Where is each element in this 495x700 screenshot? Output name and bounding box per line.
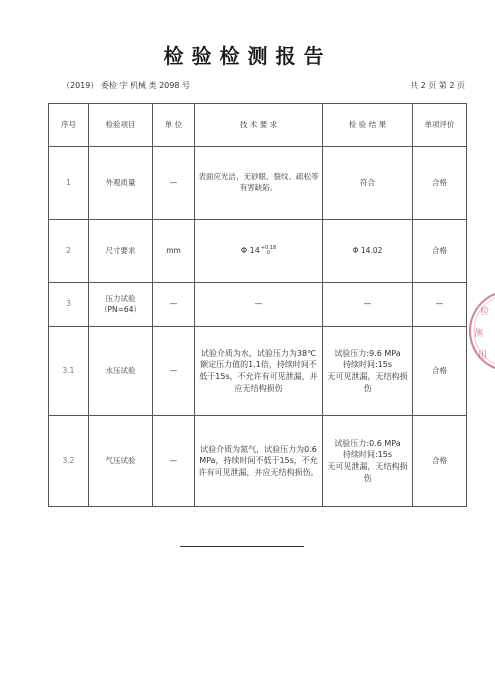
table-row (49, 416, 467, 507)
cell-requirement: 试验介质为氮气，试验压力为0.6 MPa，持续时间不低于15s，不允许有可见泄漏，并应无结构损伤。 (195, 416, 323, 507)
cell-no: 3 (49, 283, 89, 327)
svg-text:检: 检 (480, 307, 490, 317)
cell-result: — (323, 283, 413, 327)
cell-no: 3.2 (49, 416, 89, 507)
table-row (49, 283, 467, 327)
svg-text:用: 用 (478, 351, 488, 361)
cell-unit: — (153, 147, 195, 220)
item-label: 压力试验 (105, 293, 136, 303)
cell-item: 气压试验 (89, 416, 153, 507)
cell-unit: — (153, 416, 195, 507)
cell-item: 尺寸要求 (89, 220, 153, 283)
page-indicator: 共 2 页 第 2 页 (410, 81, 465, 90)
cell-requirement (195, 220, 323, 283)
cell-evaluation: 合格 (413, 327, 467, 416)
header-no: 序号 (49, 104, 89, 147)
cell-evaluation: 合格 (413, 416, 467, 507)
cell-result (323, 416, 413, 507)
result-duration: 持续时间:15s (342, 360, 393, 370)
results-table (48, 103, 467, 507)
header-result: 检 验 结 果 (323, 104, 413, 147)
cell-unit: — (153, 283, 195, 327)
report-title: 检验检测报告 (163, 44, 332, 68)
cell-result: Φ 14.02 (323, 220, 413, 283)
cell-result: 符合 (323, 147, 413, 220)
cell-evaluation: 合格 (413, 147, 467, 220)
table-header-row (49, 104, 467, 147)
tolerance-upper: +0.18 (260, 244, 277, 251)
cell-evaluation: — (413, 283, 467, 327)
cell-result (323, 327, 413, 416)
dimension-nominal: Φ 14 (240, 246, 260, 256)
cell-item: 水压试验 (89, 327, 153, 416)
tolerance-lower: 0 (266, 250, 271, 257)
table-row (49, 327, 467, 416)
cell-requirement: 试验介质为水，试验压力为38℃额定压力值的1.1倍，持续时间不低于15s，不允许有可见泄漏，并应无结构损伤 (195, 327, 323, 416)
item-sublabel: （PN=64） (100, 304, 141, 314)
cell-item: 外观质量 (89, 147, 153, 220)
result-pressure: 试验压力:0.6 MPa (334, 438, 401, 448)
cell-unit: — (153, 327, 195, 416)
result-duration: 持续时间:15s (342, 450, 393, 460)
official-seal-stamp (466, 288, 495, 374)
end-of-report-line (180, 546, 304, 547)
cell-requirement: — (195, 283, 323, 327)
result-conclusion: 无可见泄漏，无结构损伤 (327, 462, 408, 483)
cell-no: 3.1 (49, 327, 89, 416)
table-row (49, 220, 467, 283)
cell-item (89, 283, 153, 327)
cell-no: 2 (49, 220, 89, 283)
cell-evaluation: 合格 (413, 220, 467, 283)
header-item: 检验项目 (89, 104, 153, 147)
header-evaluation: 单项评价 (413, 104, 467, 147)
table-row (49, 147, 467, 220)
svg-text:测: 测 (474, 329, 484, 339)
header-unit: 单 位 (153, 104, 195, 147)
report-number: （2019） 委检 字 机械 类 2098 号 (62, 81, 190, 90)
cell-unit: mm (153, 220, 195, 283)
result-pressure: 试验压力:9.6 MPa (334, 348, 401, 358)
tolerance (261, 246, 276, 257)
cell-requirement: 表面应光洁，无砂眼、裂纹、疏松等有害缺陷。 (195, 147, 323, 220)
header-requirement: 技 术 要 求 (195, 104, 323, 147)
cell-no: 1 (49, 147, 89, 220)
result-conclusion: 无可见泄漏，无结构损伤 (327, 372, 408, 393)
